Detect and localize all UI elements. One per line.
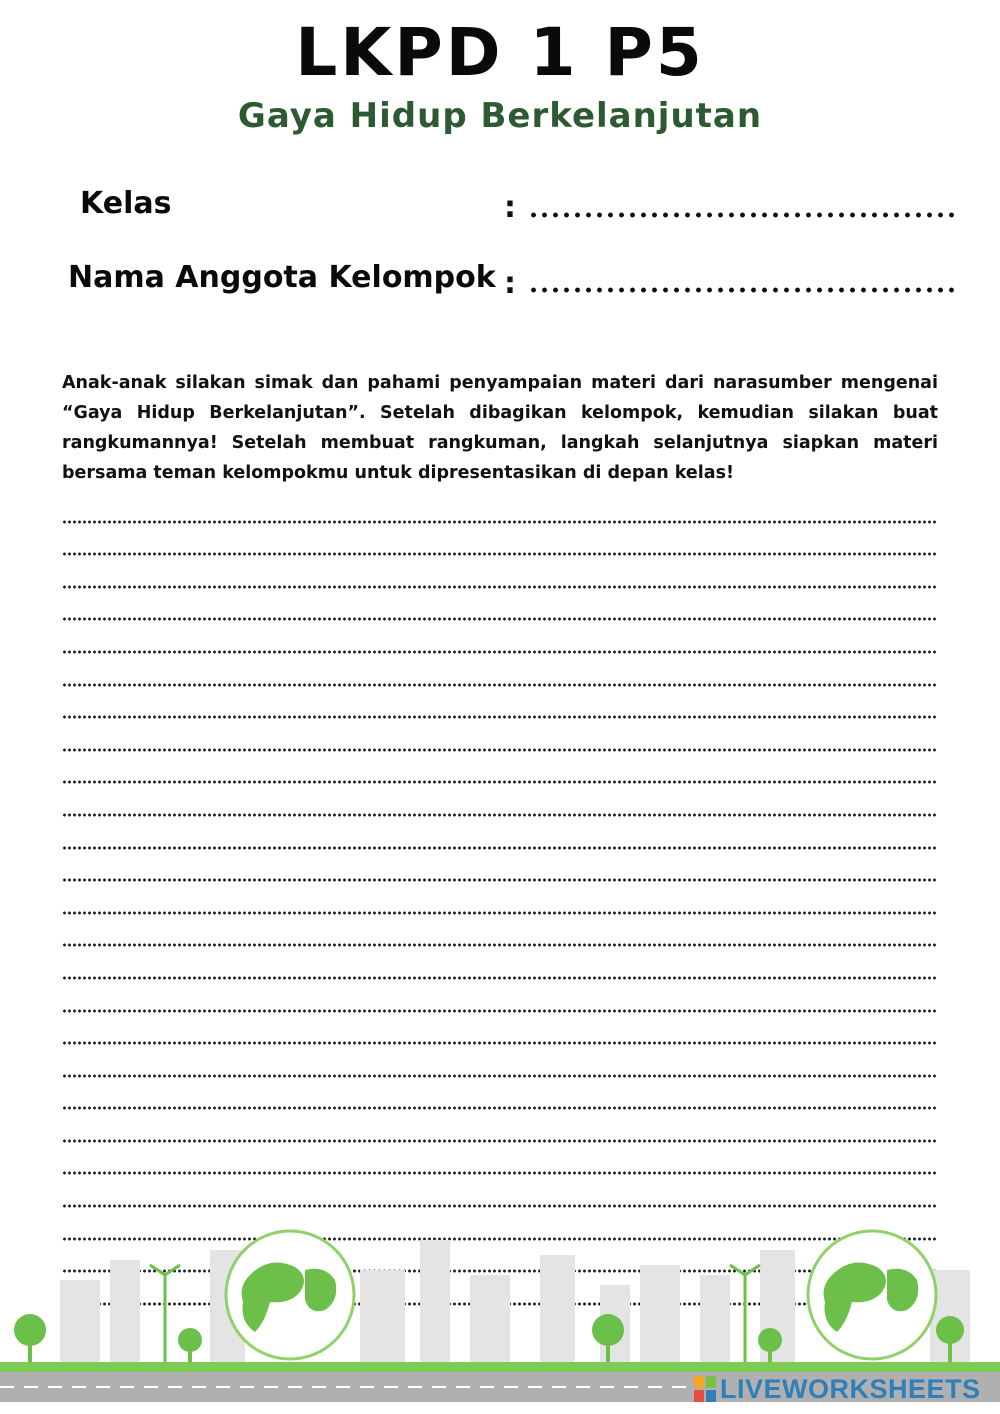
answer-line[interactable]	[62, 1019, 938, 1052]
answer-line[interactable]	[62, 856, 938, 889]
liveworksheets-brand	[694, 1374, 981, 1404]
answer-line[interactable]	[62, 888, 938, 921]
grass-strip	[0, 1362, 1000, 1372]
answer-line[interactable]	[62, 953, 938, 986]
answer-line[interactable]	[62, 1051, 938, 1084]
page-subtitle: Gaya Hidup Berkelanjutan	[237, 96, 763, 136]
answer-line[interactable]	[62, 1116, 938, 1149]
answer-line[interactable]	[62, 1149, 938, 1182]
answer-line[interactable]	[62, 823, 938, 856]
globe-icon	[226, 1231, 354, 1359]
kelas-input-line[interactable]	[528, 210, 960, 220]
answer-line[interactable]	[62, 660, 938, 693]
answer-line[interactable]	[62, 725, 938, 758]
liveworksheets-logo-icon	[694, 1376, 716, 1402]
nama-anggota-input-line[interactable]	[528, 285, 960, 295]
instructions-paragraph: Anak-anak silakan simak dan pahami penyampaian materi dari narasumber mengenai “Gaya Hidup Berkelanjutan”. Setelah dibagikan kelompok, kemudian silakan buat rangkumannya! Setelah membuat rangkuman, langkah selanjutnya siapkan materi bersama teman kelompokmu untuk dipresentasikan di depan kelas!	[62, 373, 938, 483]
kelas-label: Kelas	[80, 186, 172, 221]
answer-line[interactable]	[62, 497, 938, 530]
kelas-colon: :	[504, 190, 516, 225]
answer-line[interactable]	[62, 530, 938, 563]
answer-line[interactable]	[62, 627, 938, 660]
globe-icon	[808, 1231, 936, 1359]
answer-line[interactable]	[62, 595, 938, 628]
answer-line[interactable]	[62, 693, 938, 726]
answer-line[interactable]	[62, 986, 938, 1019]
brand-text: LIVEWORKSHEETS	[720, 1373, 981, 1404]
page-title: LKPD 1 P5	[295, 14, 705, 91]
answer-line[interactable]	[62, 1084, 938, 1117]
answer-line[interactable]	[62, 758, 938, 791]
answer-line[interactable]	[62, 562, 938, 595]
nama-anggota-colon: :	[504, 266, 516, 301]
answer-line[interactable]	[62, 790, 938, 823]
answer-line[interactable]	[62, 921, 938, 954]
nama-anggota-label: Nama Anggota Kelompok	[68, 260, 496, 295]
